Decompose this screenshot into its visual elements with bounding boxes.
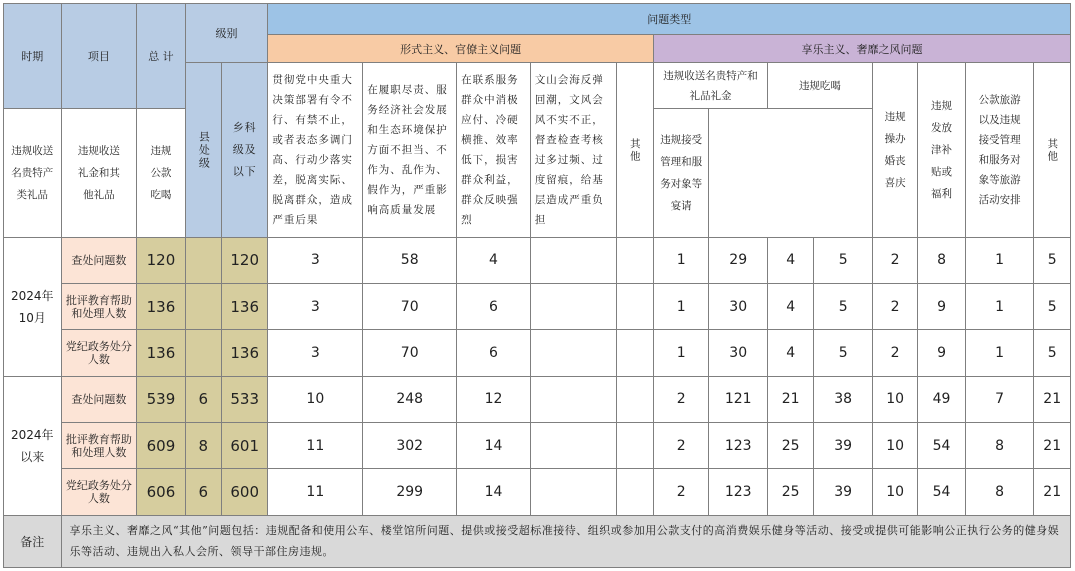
value-cell: 5: [814, 237, 873, 283]
level-value-cell: 533: [221, 376, 267, 422]
value-cell: [530, 330, 616, 376]
value-cell: [530, 376, 616, 422]
value-cell: 21: [1034, 422, 1071, 468]
value-cell: 58: [363, 237, 457, 283]
level-value-cell: 136: [221, 283, 267, 329]
header-item: 项目: [61, 4, 137, 109]
level-value-cell: 136: [137, 330, 185, 376]
table-row: [4, 283, 1071, 329]
header-hedonism: 享乐主义、奢靡之风问题: [653, 35, 1070, 63]
level-value-cell: 600: [221, 469, 267, 515]
header-gift-group: 违规收送名贵特产和礼品礼金: [653, 63, 767, 108]
period-line: 2024年: [10, 288, 54, 303]
value-cell: 2: [872, 237, 917, 283]
header-problem-type: 问题类型: [268, 4, 1071, 35]
header-formalism-4: 文山会海反弹回潮，文风会风不实不正，督查检查考核过多过频、过度留痕，给基层造成严重负担: [530, 63, 616, 237]
header-wedding: 违规操办婚丧喜庆: [872, 63, 917, 237]
header-eating-group: 违规吃喝: [767, 63, 872, 108]
period-line: 2024年: [10, 427, 54, 442]
value-cell: 4: [767, 330, 813, 376]
value-cell: [530, 283, 616, 329]
value-cell: 25: [767, 469, 813, 515]
header-hedonism-other: 其他: [1034, 63, 1071, 237]
header-eating-2: 违规接受管理和服务对象等宴请: [653, 108, 709, 237]
header-county-level: 县处级: [185, 63, 221, 237]
value-cell: 54: [918, 469, 965, 515]
value-cell: 2: [653, 469, 709, 515]
level-value-cell: 606: [137, 469, 185, 515]
value-cell: 1: [653, 330, 709, 376]
value-cell: 39: [814, 422, 873, 468]
value-cell: 29: [709, 237, 768, 283]
value-cell: 3: [268, 330, 363, 376]
value-cell: 14: [457, 422, 531, 468]
value-cell: 6: [457, 330, 531, 376]
value-cell: [616, 469, 653, 515]
value-cell: 21: [1034, 469, 1071, 515]
value-cell: 25: [767, 422, 813, 468]
statistics-table: [3, 3, 1071, 568]
value-cell: 4: [767, 283, 813, 329]
value-cell: 10: [268, 376, 363, 422]
header-gift-2: 违规收送礼金和其他礼品: [61, 108, 137, 237]
value-cell: 70: [363, 283, 457, 329]
value-cell: 4: [767, 237, 813, 283]
value-cell: [530, 237, 616, 283]
value-cell: [616, 237, 653, 283]
header-formalism-other: 其他: [616, 63, 653, 237]
value-cell: 3: [268, 237, 363, 283]
item-cell: 党纪政务处分人数: [61, 330, 137, 376]
value-cell: 21: [1034, 376, 1071, 422]
value-cell: 299: [363, 469, 457, 515]
value-cell: [530, 422, 616, 468]
value-cell: 5: [814, 283, 873, 329]
level-value-cell: 120: [221, 237, 267, 283]
value-cell: 8: [918, 237, 965, 283]
value-cell: 30: [709, 330, 768, 376]
header-formalism-3: 在联系服务群众中消极应付、冷硬横推、效率低下，损害群众利益，群众反映强烈: [457, 63, 531, 237]
value-cell: 11: [268, 422, 363, 468]
value-cell: 5: [1034, 330, 1071, 376]
note-label: 备注: [4, 515, 62, 567]
value-cell: 2: [872, 283, 917, 329]
level-value-cell: 136: [221, 330, 267, 376]
header-gift-1: 违规收送名贵特产类礼品: [4, 108, 62, 237]
level-value-cell: 136: [137, 283, 185, 329]
level-value-cell: 601: [221, 422, 267, 468]
value-cell: [616, 283, 653, 329]
value-cell: 2: [653, 376, 709, 422]
item-cell: 党纪政务处分人数: [61, 469, 137, 515]
note-text: 享乐主义、奢靡之风“其他”问题包括：违规配备和使用公车、楼堂馆所问题、提供或接受超标准接待、组织或参加用公款支付的高消费娱乐健身等活动、接受或提供可能影响公正执行公务的健身娱乐等活动、违规出入私人会所、领导干部住房违规。: [61, 515, 1070, 567]
level-value-cell: [185, 283, 221, 329]
period-line: 以来: [20, 449, 45, 464]
value-cell: 302: [363, 422, 457, 468]
value-cell: 123: [709, 422, 768, 468]
level-value-cell: [185, 330, 221, 376]
level-value-cell: 539: [137, 376, 185, 422]
level-value-cell: 6: [185, 376, 221, 422]
header-total: 总 计: [137, 4, 185, 109]
value-cell: 1: [653, 237, 709, 283]
value-cell: 9: [918, 283, 965, 329]
value-cell: 1: [965, 330, 1034, 376]
value-cell: 5: [1034, 237, 1071, 283]
value-cell: 123: [709, 469, 768, 515]
value-cell: 8: [965, 422, 1034, 468]
value-cell: 6: [457, 283, 531, 329]
header-formalism: 形式主义、官僚主义问题: [268, 35, 654, 63]
item-cell: 查处问题数: [61, 376, 137, 422]
value-cell: 30: [709, 283, 768, 329]
header-formalism-1: 贯彻党中央重大决策部署有令不行、有禁不止，或者表态多调门高、行动少落实差，脱离实际、脱离群众，造成严重后果: [268, 63, 363, 237]
table-row: [4, 469, 1071, 515]
value-cell: 38: [814, 376, 873, 422]
value-cell: 70: [363, 330, 457, 376]
period-cell: [4, 376, 62, 515]
value-cell: 5: [814, 330, 873, 376]
period-cell: [4, 237, 62, 376]
value-cell: 5: [1034, 283, 1071, 329]
value-cell: 2: [653, 422, 709, 468]
table-row: [4, 330, 1071, 376]
table-row: [4, 237, 1071, 283]
value-cell: [616, 376, 653, 422]
item-cell: 查处问题数: [61, 237, 137, 283]
value-cell: 54: [918, 422, 965, 468]
value-cell: 1: [653, 283, 709, 329]
value-cell: 14: [457, 469, 531, 515]
value-cell: 4: [457, 237, 531, 283]
value-cell: 8: [965, 469, 1034, 515]
value-cell: 10: [872, 376, 917, 422]
table-row: [4, 376, 1071, 422]
level-value-cell: 6: [185, 469, 221, 515]
level-value-cell: [185, 237, 221, 283]
level-value-cell: 8: [185, 422, 221, 468]
value-cell: 39: [814, 469, 873, 515]
item-cell: 批评教育帮助和处理人数: [61, 422, 137, 468]
period-line: 10月: [18, 310, 46, 325]
value-cell: 3: [268, 283, 363, 329]
value-cell: 49: [918, 376, 965, 422]
value-cell: 12: [457, 376, 531, 422]
header-eating-1: 违规公款吃喝: [137, 108, 185, 237]
value-cell: 10: [872, 469, 917, 515]
value-cell: [616, 422, 653, 468]
header-township-level: 乡科级及以下: [221, 63, 267, 237]
header-level: 级别: [185, 4, 268, 63]
header-travel: 公款旅游以及违规接受管理和服务对象等旅游活动安排: [965, 63, 1034, 237]
value-cell: 2: [872, 330, 917, 376]
value-cell: [530, 469, 616, 515]
value-cell: 11: [268, 469, 363, 515]
header-period: 时期: [4, 4, 62, 109]
header-subsidy: 违规发放津补贴或福利: [918, 63, 965, 237]
table-row: [4, 422, 1071, 468]
item-cell: 批评教育帮助和处理人数: [61, 283, 137, 329]
level-value-cell: 120: [137, 237, 185, 283]
value-cell: 21: [767, 376, 813, 422]
value-cell: 9: [918, 330, 965, 376]
value-cell: 121: [709, 376, 768, 422]
value-cell: 248: [363, 376, 457, 422]
value-cell: 1: [965, 283, 1034, 329]
value-cell: 7: [965, 376, 1034, 422]
header-formalism-2: 在履职尽责、服务经济社会发展和生态环境保护方面不担当、不作为、乱作为、假作为，严重影响高质量发展: [363, 63, 457, 237]
level-value-cell: 609: [137, 422, 185, 468]
value-cell: 1: [965, 237, 1034, 283]
value-cell: [616, 330, 653, 376]
value-cell: 10: [872, 422, 917, 468]
